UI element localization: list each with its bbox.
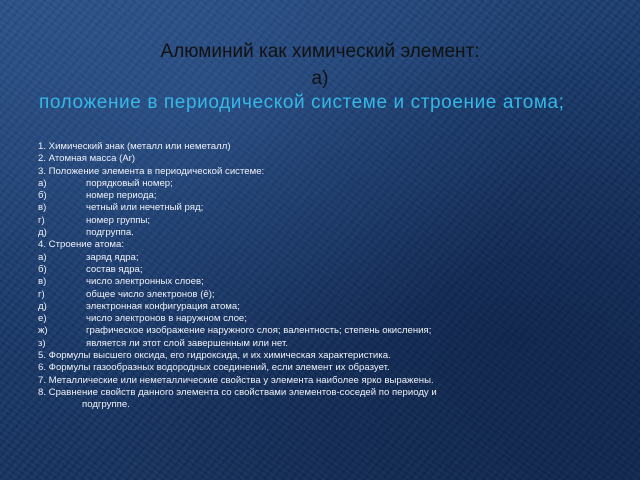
list-item-continuation: подгруппе. xyxy=(82,399,130,411)
slide-title: Алюминий как химический элемент: xyxy=(160,41,480,62)
list-item xyxy=(38,289,618,301)
list-item-marker: в) xyxy=(38,202,47,214)
list-item-text: состав ядра; xyxy=(86,263,143,275)
list-item xyxy=(38,276,618,288)
list-item xyxy=(38,387,618,399)
list-item-text: общее число электронов (ē); xyxy=(86,288,215,300)
list-item xyxy=(38,178,618,190)
list-item-text: номер группы; xyxy=(86,214,151,226)
list-item-text: 2. Атомная масса (Ar) xyxy=(38,153,136,165)
list-item xyxy=(38,301,618,313)
list-item-text: число электронных слоев; xyxy=(86,276,204,288)
list-item xyxy=(38,153,618,165)
list-item-text: 3. Положение элемента в периодической системе: xyxy=(38,165,265,177)
list-item-text: 1. Химический знак (металл или неметалл) xyxy=(38,141,231,152)
list-item-marker: в) xyxy=(38,276,47,288)
list-item-text: 5. Формулы высшего оксида, его гидроксида, и их химическая характеристика. xyxy=(38,350,391,362)
slide-title-marker: а) xyxy=(311,68,329,89)
list-item-marker: б) xyxy=(38,190,47,202)
list-item xyxy=(38,264,618,276)
list-item-text: 8. Сравнение свойств данного элемента со свойствами элементов-соседей по периоду и xyxy=(38,386,437,398)
list-item xyxy=(38,227,618,239)
list-item xyxy=(38,141,618,153)
list-item-marker: д) xyxy=(38,300,47,312)
list-item-marker: г) xyxy=(38,288,45,300)
list-item xyxy=(38,202,618,214)
list-item-marker: б) xyxy=(38,263,47,275)
list-item-marker: г) xyxy=(38,214,45,226)
list-item-text: заряд ядра; xyxy=(86,251,139,263)
list-item xyxy=(38,362,618,374)
list-item-text: число электронов в наружном слое; xyxy=(86,313,247,325)
list-item xyxy=(38,190,618,202)
list-item-marker: а) xyxy=(38,251,47,263)
outline-list xyxy=(38,141,618,412)
list-item-text: графическое изображение наружного слоя; валентность; степень окисления; xyxy=(86,325,432,337)
list-item-text: подгруппа. xyxy=(86,227,134,239)
list-item-marker: д) xyxy=(38,227,47,239)
list-item xyxy=(38,166,618,178)
list-item-marker: ж) xyxy=(38,325,48,337)
list-item-text: порядковый номер; xyxy=(86,177,173,189)
list-item xyxy=(38,313,618,325)
slide-subtitle: положение в периодической системе и строение атома; xyxy=(39,92,565,113)
list-item-text: 6. Формулы газообразных водородных соединений, если элемент их образует. xyxy=(38,362,390,374)
list-item xyxy=(38,239,618,251)
list-item-marker: а) xyxy=(38,177,47,189)
list-item xyxy=(38,338,618,350)
list-item xyxy=(38,325,618,337)
list-item xyxy=(38,252,618,264)
list-item-marker: з) xyxy=(38,337,46,349)
list-item-text: 4. Строение атома: xyxy=(38,239,124,251)
list-item-text: 7. Металлические или неметаллические свойства у элемента наиболее ярко выражены. xyxy=(38,374,434,386)
list-item xyxy=(38,375,618,387)
list-item xyxy=(38,350,618,362)
list-item-text: является ли этот слой завершенным или нет. xyxy=(86,337,288,349)
list-item-text: номер периода; xyxy=(86,190,157,202)
list-item-text: электронная конфигурация атома; xyxy=(86,300,240,312)
list-item-text: четный или нечетный ряд; xyxy=(86,202,204,214)
list-item-marker: е) xyxy=(38,313,47,325)
list-item xyxy=(38,215,618,227)
